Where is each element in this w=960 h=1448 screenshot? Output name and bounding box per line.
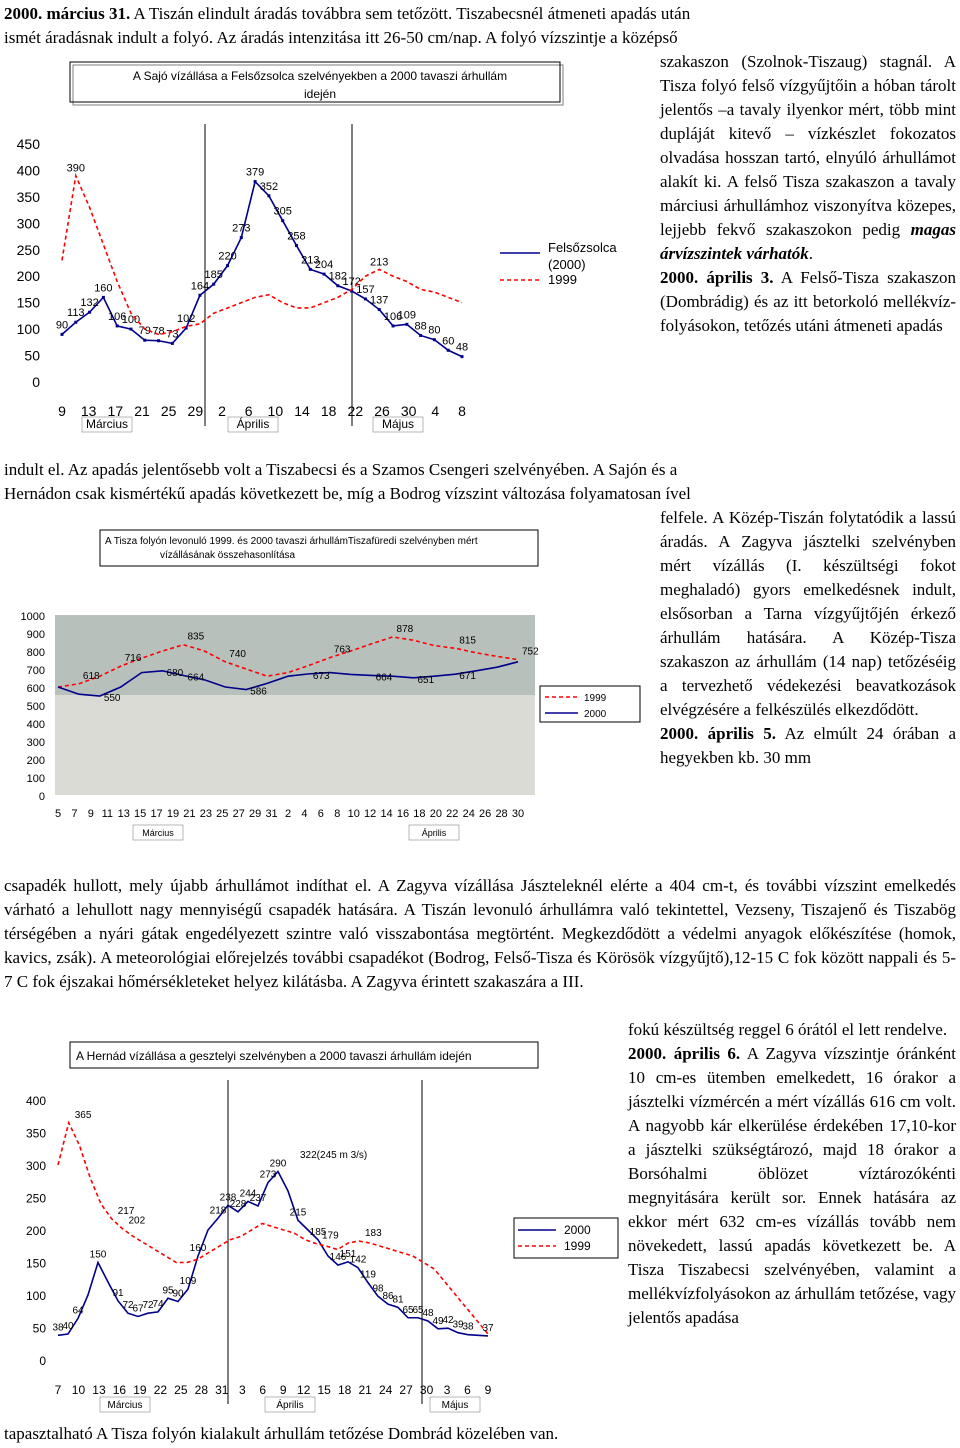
data-point <box>364 297 367 300</box>
chart-title-line1: A Tisza folyón levonuló 1999. és 2000 tavaszi árhullámTiszafüredi szelvényben mért <box>105 536 478 547</box>
x-tick-label: 23 <box>199 808 212 820</box>
data-point <box>336 284 339 287</box>
hernad-chart <box>0 1030 620 1425</box>
data-label: 238 <box>219 1192 237 1204</box>
paragraph-text: A Felső-Tisza szakaszon (Dombrádig) és az itt betorkoló mellékvíz-folyásokon, tetőzés utáni átmeneti apadás <box>660 268 956 335</box>
data-point <box>143 339 146 342</box>
data-label: 379 <box>245 166 265 179</box>
y-tick-label: 50 <box>24 347 40 364</box>
x-tick-label: 27 <box>399 1383 413 1397</box>
data-label: 220 <box>218 250 237 263</box>
data-label: 73 <box>166 328 179 341</box>
data-label: 273 <box>259 1169 277 1181</box>
data-label: 179 <box>322 1230 339 1242</box>
x-tick-label: 22 <box>347 403 364 419</box>
x-tick-label: 24 <box>378 1383 393 1397</box>
data-label: 146 <box>329 1252 347 1264</box>
month-label: Május <box>441 1400 469 1411</box>
x-tick-label: 19 <box>166 808 180 820</box>
x-tick-label: 8 <box>458 403 466 419</box>
data-label: 651 <box>417 674 435 686</box>
data-label: 202 <box>128 1215 146 1227</box>
y-tick-label: 150 <box>16 294 40 311</box>
series-line <box>62 182 462 357</box>
y-tick-label: 350 <box>16 188 40 205</box>
data-label: 81 <box>392 1294 404 1306</box>
data-label: 48 <box>455 341 469 354</box>
data-label: 80 <box>428 324 441 337</box>
data-label: 102 <box>176 313 196 326</box>
y-tick-label: 50 <box>32 1321 46 1336</box>
data-point <box>378 308 381 311</box>
x-tick-label: 14 <box>380 808 393 820</box>
x-tick-label: 29 <box>249 808 262 820</box>
x-tick-label: 21 <box>134 403 150 419</box>
x-tick-label: 6 <box>464 1383 471 1397</box>
data-label: 664 <box>375 672 393 684</box>
data-label: 183 <box>365 1228 382 1240</box>
data-point <box>267 194 270 197</box>
data-label: 109 <box>397 309 417 322</box>
paragraph-line <box>4 2 956 26</box>
data-label: 38 <box>52 1322 64 1334</box>
y-tick-label: 250 <box>25 1191 46 1206</box>
annotation-label: 322(245 m 3/s) <box>300 1150 368 1161</box>
data-point <box>392 324 395 327</box>
data-label: 237 <box>249 1192 267 1204</box>
x-tick-label: 13 <box>117 808 130 820</box>
x-tick-label: 16 <box>112 1383 127 1397</box>
legend-label: 2000 <box>564 1223 591 1237</box>
data-label: 213 <box>370 256 389 269</box>
date-heading: 2000. március 31. <box>4 4 131 23</box>
x-tick-label: 19 <box>133 1383 147 1397</box>
month-label: Április <box>236 417 270 431</box>
y-tick-label: 800 <box>26 647 45 659</box>
y-tick-label: 200 <box>16 268 40 285</box>
x-tick-label: 29 <box>187 403 204 419</box>
x-tick-label: 5 <box>54 808 62 820</box>
data-label: 100 <box>121 314 141 327</box>
data-label: 204 <box>314 259 334 272</box>
data-point <box>157 339 160 342</box>
date-heading: 2000. április 5. <box>660 724 777 743</box>
data-label: 664 <box>187 672 205 684</box>
data-label: 150 <box>89 1249 107 1261</box>
y-tick-label: 350 <box>25 1126 46 1141</box>
data-label: 258 <box>287 230 306 243</box>
paragraph-block: csapadék hullott, mely újabb árhullámot indíthat el. A Zagyva vízállása Jászteleknél elérte a 404 cm-t, és további vízszint emelkedés várható a lehullott nagy mennyiségű csapadék hatására. A Tiszán levonuló árhullámra való tekintettel, Vezseny, Tiszajenő és Tiszabög térségében a nyári gátak engedélyezett szintre való visszabontása megtörtént. Megkezdődött a védelmi anyagok előkészítése (homok, kavics, zsák). A meteorológiai előrejelzés további csapadékot (Bodrog, Felső-Tisza és Körösök vízgyűjtő),12-15 C fok között nappali és 5-7 C fok éjszakai hőmérsékleteket helyez kilátásba. A Zagyva érintett szakaszára a III. <box>4 876 956 991</box>
data-label: 215 <box>289 1207 307 1219</box>
data-label: 618 <box>82 670 100 682</box>
data-point <box>171 342 174 345</box>
data-label: 109 <box>179 1276 197 1288</box>
data-label: 290 <box>269 1158 287 1170</box>
hernad-chart-svg <box>0 1030 620 1425</box>
x-tick-label: 28 <box>495 808 508 820</box>
data-label: 182 <box>328 270 348 283</box>
x-tick-label: 17 <box>150 808 163 820</box>
data-label: 673 <box>312 670 330 682</box>
data-label: 95 <box>162 1285 174 1297</box>
data-point <box>309 268 312 271</box>
x-tick-label: 9 <box>279 1383 287 1397</box>
x-tick-label: 16 <box>396 808 410 820</box>
data-label: 164 <box>190 280 210 293</box>
x-tick-label: 27 <box>232 808 245 820</box>
data-label: 550 <box>103 693 121 704</box>
x-tick-label: 6 <box>244 403 253 419</box>
y-tick-label: 700 <box>26 665 45 677</box>
data-point <box>212 283 215 286</box>
x-tick-label: 30 <box>511 808 525 820</box>
x-tick-label: 7 <box>54 1383 62 1397</box>
x-tick-label: 12 <box>364 808 377 820</box>
tisza-chart <box>0 520 650 850</box>
data-label: 48 <box>422 1308 434 1319</box>
legend-label: Felsőzsolca <box>548 240 617 255</box>
data-label: 157 <box>356 283 375 296</box>
data-label: 151 <box>339 1248 357 1260</box>
data-label: 119 <box>360 1269 376 1281</box>
data-point <box>254 180 257 183</box>
x-tick-label: 10 <box>267 403 284 419</box>
data-point <box>102 296 105 299</box>
x-tick-label: 9 <box>484 1383 492 1397</box>
chart-title-line2: vízállásának összehasonlítása <box>160 550 296 561</box>
data-label: 132 <box>80 297 99 310</box>
data-label: 217 <box>117 1205 135 1217</box>
data-label: 113 <box>67 307 85 320</box>
data-label: 752 <box>522 646 539 658</box>
y-tick-label: 1000 <box>20 611 45 623</box>
month-label: Március <box>85 417 129 431</box>
data-label: 137 <box>370 294 389 307</box>
data-label: 586 <box>250 686 267 698</box>
data-label: 106 <box>383 310 403 323</box>
data-label: 835 <box>187 631 205 643</box>
x-tick-label: 7 <box>71 808 78 820</box>
y-tick-label: 0 <box>32 374 40 390</box>
emphasis-text: magas árvízszintek várhatók <box>660 220 956 263</box>
tisza-chart-svg <box>0 520 650 850</box>
x-tick-label: 18 <box>337 1383 352 1397</box>
data-label: 213 <box>301 254 320 267</box>
paragraph-text: A Tiszán elindult áradás továbbra sem tetőzött. Tiszabecsnél átmeneti apadás után <box>130 4 691 23</box>
y-tick-label: 400 <box>25 1094 46 1108</box>
x-tick-label: 9 <box>58 403 66 419</box>
y-tick-label: 300 <box>26 737 45 749</box>
x-tick-label: 22 <box>446 808 459 820</box>
y-tick-label: 150 <box>25 1256 46 1271</box>
data-label: 680 <box>166 667 184 679</box>
y-tick-label: 600 <box>26 683 45 695</box>
x-tick-label: 31 <box>265 808 278 820</box>
data-label: 65 <box>402 1304 414 1316</box>
chart-title-line2: idején <box>303 87 337 101</box>
paragraph-line: tapasztalható A Tisza folyón kialakult árhullám tetőzése Dombrád közelében van. <box>4 1424 559 1443</box>
background-photo-lower <box>55 695 535 795</box>
data-label: 671 <box>459 671 476 683</box>
y-tick-label: 900 <box>26 629 45 641</box>
y-tick-label: 300 <box>25 1159 46 1173</box>
legend-label: 1999 <box>584 693 607 704</box>
data-point <box>240 236 243 239</box>
data-point <box>116 324 119 327</box>
data-label: 72 <box>122 1300 134 1312</box>
data-label: 86 <box>382 1291 394 1303</box>
date-heading: 2000. április 6. <box>628 1044 741 1063</box>
y-tick-label: 0 <box>39 1354 46 1368</box>
data-label: 390 <box>66 162 85 175</box>
data-label: 64 <box>72 1305 84 1317</box>
data-label: 40 <box>62 1321 74 1332</box>
x-tick-label: 15 <box>317 1383 331 1397</box>
data-label: 78 <box>152 325 165 338</box>
month-label: Április <box>276 1400 304 1411</box>
data-label: 38 <box>462 1321 474 1333</box>
x-tick-label: 14 <box>294 403 310 419</box>
x-tick-label: 10 <box>71 1383 86 1397</box>
sajo-chart <box>0 52 650 452</box>
x-tick-label: 21 <box>183 808 196 820</box>
chart-title: A Hernád vízállása a gesztelyi szelvényben a 2000 tavaszi árhullám idején <box>76 1049 472 1063</box>
data-label: 160 <box>189 1243 207 1254</box>
data-label: 160 <box>94 282 113 295</box>
data-label: 352 <box>259 180 279 193</box>
paragraph-line: Hernádon csak kismértékű apadás következett be, míg a Bodrog vízszint változása folyamatosan ível <box>4 484 691 503</box>
data-label: 88 <box>414 320 427 333</box>
data-point <box>88 311 91 314</box>
data-label: 65 <box>412 1304 424 1316</box>
data-point <box>405 323 408 326</box>
x-tick-label: 6 <box>317 808 324 820</box>
x-tick-label: 26 <box>479 808 492 820</box>
x-tick-label: 2 <box>284 808 292 820</box>
data-point <box>198 294 201 297</box>
data-point <box>295 244 298 247</box>
paragraph-text: Az elmúlt 24 órában a hegyekben kb. 30 mm <box>660 724 956 767</box>
x-tick-label: 18 <box>413 808 426 820</box>
data-label: 60 <box>442 335 455 348</box>
data-point <box>447 349 450 352</box>
data-label: 716 <box>124 653 142 665</box>
month-label: Április <box>421 828 447 838</box>
x-tick-label: 26 <box>374 403 390 419</box>
x-tick-label: 15 <box>134 808 147 820</box>
legend-label: (2000) <box>548 257 586 272</box>
x-tick-label: 25 <box>216 808 229 820</box>
data-point <box>323 273 326 276</box>
y-tick-label: 450 <box>16 136 40 152</box>
y-tick-label: 300 <box>16 215 40 232</box>
data-point <box>129 328 132 331</box>
data-point <box>74 321 77 324</box>
month-label: Március <box>142 828 174 838</box>
data-label: 172 <box>342 276 361 289</box>
y-tick-label: 400 <box>26 719 45 731</box>
y-tick-label: 200 <box>25 1224 46 1238</box>
y-tick-label: 0 <box>38 791 45 803</box>
x-tick-label: 18 <box>320 403 337 419</box>
data-point <box>461 355 464 358</box>
data-label: 106 <box>107 310 127 323</box>
data-label: 142 <box>349 1254 367 1266</box>
y-tick-label: 500 <box>26 701 45 713</box>
x-tick-label: 8 <box>334 808 341 820</box>
x-tick-label: 13 <box>80 403 97 419</box>
data-point <box>281 219 284 222</box>
x-tick-label: 20 <box>429 808 442 820</box>
punctuation: . <box>808 244 814 263</box>
data-label: 228 <box>229 1198 247 1210</box>
x-tick-label: 4 <box>301 808 308 820</box>
data-label: 305 <box>273 205 292 218</box>
data-label: 67 <box>132 1303 144 1315</box>
data-label: 273 <box>232 222 251 235</box>
right-column-text <box>628 1018 956 1330</box>
data-label: 740 <box>229 648 246 660</box>
x-tick-label: 31 <box>215 1383 229 1397</box>
data-label: 244 <box>239 1188 257 1200</box>
data-point <box>61 333 64 336</box>
data-label: 815 <box>459 635 476 647</box>
y-tick-label: 400 <box>16 162 40 179</box>
legend-label: 1999 <box>564 1239 591 1253</box>
paragraph-text: A Zagyva vízszintje óránként 10 cm-es ütemben emelkedett, 16 órakor a jásztelki vízmércén a mért vízállás 616 cm volt. A nagyobb kár elkerülése érdekében 17,10-kor a jásztelki szükségtározó, majd 18 órakor a Borsóhalmi öblözet víztározókénti megnyitására került sor. Ennek hatására az ekkor mért 632 cm-es vízállás tovább nem növekedett, lassú apadás következett be. A Tisza Tiszabecsi szelvényében, valamint a mellékvízfolyásokon az árhullám tetőzése, vagy jelentős apadása <box>628 1044 956 1327</box>
paragraph-line: ismét áradásnak indult a folyó. Az áradás intenzitása itt 26-50 cm/nap. A folyó vízszintje a középső <box>4 28 678 47</box>
x-tick-label: 6 <box>259 1383 267 1397</box>
x-tick-label: 25 <box>174 1383 188 1397</box>
y-tick-label: 100 <box>26 773 45 785</box>
x-tick-label: 30 <box>419 1383 434 1397</box>
data-label: 74 <box>152 1298 164 1310</box>
x-tick-label: 12 <box>297 1383 311 1397</box>
x-tick-label: 3 <box>443 1383 451 1397</box>
x-tick-label: 3 <box>238 1383 246 1397</box>
month-label: Március <box>107 1400 143 1411</box>
data-point <box>433 338 436 341</box>
x-tick-label: 17 <box>107 403 124 419</box>
x-tick-label: 25 <box>160 403 177 419</box>
x-tick-label: 21 <box>358 1383 372 1397</box>
legend-label: 1999 <box>548 272 577 287</box>
x-tick-label: 22 <box>153 1383 168 1397</box>
data-label: 185 <box>204 269 223 282</box>
paragraph-line: indult el. Az apadás jelentősebb volt a Tiszabecsi és a Szamos Csengeri szelvényében. A Sajón és a <box>4 460 678 479</box>
x-tick-label: 24 <box>462 808 475 820</box>
right-column-text <box>660 50 956 338</box>
right-column-text <box>660 506 956 770</box>
chart-title-line1: A Sajó vízállása a Felsőzsolca szelvényekben a 2000 tavaszi árhullám <box>132 69 508 83</box>
x-tick-label: 13 <box>92 1383 106 1397</box>
y-tick-label: 100 <box>25 1289 46 1303</box>
data-label: 365 <box>74 1109 92 1121</box>
data-label: 39 <box>452 1319 464 1331</box>
data-label: 72 <box>142 1300 154 1312</box>
legend-label: 2000 <box>584 709 607 720</box>
data-label: 218 <box>209 1205 227 1217</box>
data-label: 90 <box>55 319 69 332</box>
y-tick-label: 250 <box>16 241 40 258</box>
data-label: 91 <box>112 1287 124 1299</box>
paragraph-text: fokú készültség reggel 6 órától el lett rendelve. <box>628 1020 948 1039</box>
data-point <box>419 334 422 337</box>
y-tick-label: 100 <box>16 321 40 338</box>
x-tick-label: 4 <box>431 403 440 419</box>
paragraph-text: szakaszon (Szolnok-Tiszaug) stagnál. A Tisza folyó felső vízgyűjtőin a hóban tárolt jelentős –a tavaly ilyenkor mért, több mint dupláját kitevő – vízkészlet fokozatos olvadása hosszan tartó, elnyúló árhullámot alakít ki. A felső Tisza szakaszon a tavaly márciusi árhullámhoz viszonyítva közepes, lejjebb fekvő szakaszokon pedig <box>660 52 956 239</box>
data-point <box>226 264 229 267</box>
month-label: Május <box>381 417 415 431</box>
x-tick-label: 11 <box>101 808 113 820</box>
paragraph-text: felfele. A Közép-Tiszán folytatódik a lassú áradás. A Zagyva jásztelki szelvényben mért vízállás (I. készültségi fokot meghaladó) gyors emelkedésnek indult, elsősorban a Tarna vízgyűjtőjén érkező árhullám hatására. A Közép-Tisza szakaszon az árhullám (14 nap) tetőzéséig a tervezhető védekezési beavatkozások elvégzésére a felkészülés elkezdődött. <box>660 508 956 719</box>
data-label: 79 <box>138 325 151 338</box>
x-tick-label: 9 <box>87 808 94 820</box>
data-label: 49 <box>432 1315 444 1327</box>
data-label: 90 <box>172 1288 184 1300</box>
data-label: 185 <box>309 1226 327 1238</box>
x-tick-label: 30 <box>400 403 417 419</box>
x-tick-label: 28 <box>194 1383 209 1397</box>
sajo-chart-svg <box>0 52 650 452</box>
y-tick-label: 200 <box>26 755 45 767</box>
data-label: 42 <box>442 1315 454 1327</box>
data-label: 763 <box>333 644 351 656</box>
data-label: 37 <box>482 1322 494 1334</box>
x-tick-label: 10 <box>347 808 360 820</box>
data-label: 98 <box>372 1283 384 1295</box>
x-tick-label: 2 <box>218 403 226 419</box>
date-heading: 2000. április 3. <box>660 268 774 287</box>
data-label: 878 <box>396 623 414 635</box>
